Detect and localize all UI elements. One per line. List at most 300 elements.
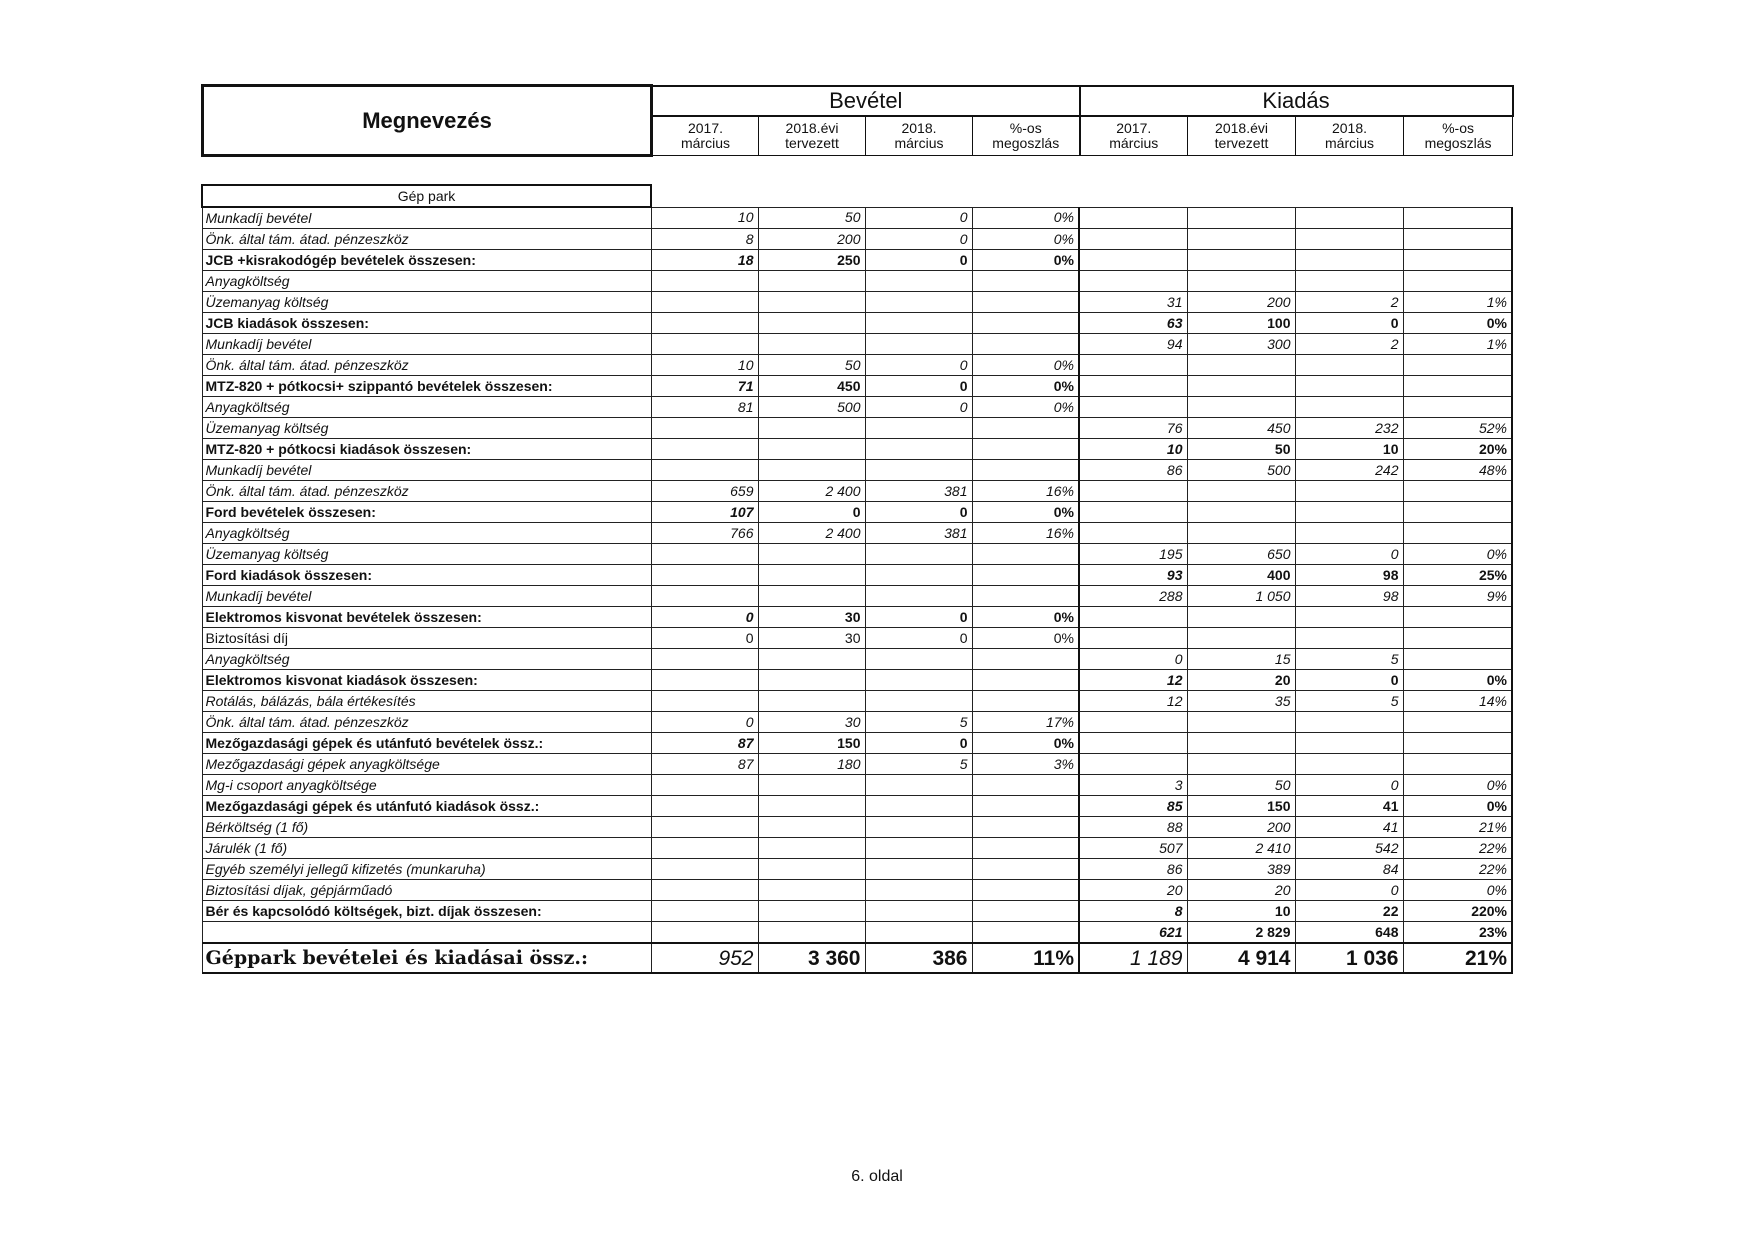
bevetel-cell bbox=[651, 880, 758, 901]
kiadas-cell bbox=[1295, 376, 1403, 397]
kiadas-cell: 1 050 bbox=[1187, 586, 1295, 607]
bevetel-cell: 0% bbox=[972, 355, 1079, 376]
table-row bbox=[202, 859, 1512, 880]
bevetel-cell bbox=[865, 922, 972, 944]
bevetel-cell: 50 bbox=[758, 207, 865, 229]
kiadas-cell: 0% bbox=[1403, 544, 1512, 565]
bevetel-cell: 386 bbox=[865, 943, 972, 973]
bevetel-cell bbox=[865, 586, 972, 607]
bevetel-cell: 659 bbox=[651, 481, 758, 502]
bevetel-cell bbox=[865, 796, 972, 817]
kiadas-cell: 14% bbox=[1403, 691, 1512, 712]
column-header-4 bbox=[1080, 116, 1188, 156]
bevetel-cell: 952 bbox=[651, 943, 758, 973]
bevetel-cell bbox=[865, 670, 972, 691]
kiadas-cell bbox=[1403, 649, 1512, 670]
column-header-line1: 2018.évi bbox=[785, 119, 839, 136]
kiadas-cell bbox=[1295, 397, 1403, 418]
bevetel-cell bbox=[758, 292, 865, 313]
bevetel-cell bbox=[651, 334, 758, 355]
row-label: JCB +kisrakodógép bevételek összesen: bbox=[202, 250, 651, 271]
kiadas-cell: 20 bbox=[1187, 670, 1295, 691]
kiadas-cell: 500 bbox=[1187, 460, 1295, 481]
kiadas-cell bbox=[1187, 271, 1295, 292]
kiadas-cell bbox=[1079, 250, 1187, 271]
bevetel-cell bbox=[865, 313, 972, 334]
kiadas-cell: 12 bbox=[1079, 691, 1187, 712]
table-row bbox=[202, 250, 1512, 271]
row-label: Mezőgazdasági gépek és utánfutó bevételek össz.: bbox=[202, 733, 651, 754]
kiadas-cell bbox=[1187, 376, 1295, 397]
bevetel-cell bbox=[651, 775, 758, 796]
column-header-line2: március bbox=[1109, 134, 1159, 151]
row-label: Elektromos kisvonat kiadások összesen: bbox=[202, 670, 651, 691]
row-label: Anyagköltség bbox=[202, 523, 651, 544]
bevetel-cell bbox=[972, 691, 1079, 712]
kiadas-cell bbox=[1079, 628, 1187, 649]
bevetel-cell: 0 bbox=[865, 207, 972, 229]
table-row bbox=[202, 313, 1512, 334]
column-header-line1: 2018. bbox=[901, 119, 937, 136]
bevetel-cell: 0 bbox=[865, 355, 972, 376]
page-number: 6. oldal bbox=[851, 1168, 903, 1185]
column-header-line1: 2017. bbox=[1116, 119, 1152, 136]
bevetel-cell bbox=[758, 796, 865, 817]
bevetel-cell: 0% bbox=[972, 607, 1079, 628]
table-row bbox=[202, 502, 1512, 523]
table-row bbox=[202, 754, 1512, 775]
bevetel-cell: 0% bbox=[972, 733, 1079, 754]
row-label: Önk. által tám. átad. pénzeszköz bbox=[202, 355, 651, 376]
kiadas-cell bbox=[1295, 712, 1403, 733]
kiadas-cell: 507 bbox=[1079, 838, 1187, 859]
kiadas-cell bbox=[1187, 628, 1295, 649]
bevetel-cell: 450 bbox=[758, 376, 865, 397]
kiadas-cell: 20% bbox=[1403, 439, 1512, 460]
kiadas-cell: 450 bbox=[1187, 418, 1295, 439]
bevetel-cell: 500 bbox=[758, 397, 865, 418]
column-header-line1: 2018.évi bbox=[1215, 119, 1268, 136]
kiadas-cell bbox=[1079, 355, 1187, 376]
kiadas-cell bbox=[1403, 250, 1512, 271]
bevetel-cell: 766 bbox=[651, 523, 758, 544]
kiadas-cell bbox=[1079, 271, 1187, 292]
bevetel-cell bbox=[651, 586, 758, 607]
bevetel-cell: 0% bbox=[972, 250, 1079, 271]
kiadas-cell: 52% bbox=[1403, 418, 1512, 439]
kiadas-cell bbox=[1403, 481, 1512, 502]
row-label: Munkadíj bevétel bbox=[202, 334, 651, 355]
bevetel-cell: 0% bbox=[972, 628, 1079, 649]
kiadas-cell bbox=[1187, 733, 1295, 754]
bevetel-cell bbox=[758, 271, 865, 292]
bevetel-cell bbox=[972, 901, 1079, 922]
bevetel-cell bbox=[865, 439, 972, 460]
row-label: Üzemanyag költség bbox=[202, 292, 651, 313]
kiadas-cell: 150 bbox=[1187, 796, 1295, 817]
bevetel-cell bbox=[865, 544, 972, 565]
table-row bbox=[202, 229, 1512, 250]
table-row bbox=[202, 481, 1512, 502]
megnevezes-header: Megnevezés bbox=[203, 86, 652, 156]
column-header-7 bbox=[1404, 116, 1513, 156]
kiadas-cell: 21% bbox=[1403, 943, 1512, 973]
bevetel-cell bbox=[758, 586, 865, 607]
kiadas-cell: 5 bbox=[1295, 649, 1403, 670]
bevetel-cell: 0 bbox=[651, 628, 758, 649]
bevetel-cell: 30 bbox=[758, 607, 865, 628]
bevetel-cell bbox=[651, 271, 758, 292]
bevetel-cell bbox=[758, 901, 865, 922]
row-label: Ford bevételek összesen: bbox=[202, 502, 651, 523]
bevetel-cell: 0% bbox=[972, 502, 1079, 523]
bevetel-cell bbox=[865, 649, 972, 670]
bevetel-cell: 250 bbox=[758, 250, 865, 271]
kiadas-cell bbox=[1403, 229, 1512, 250]
kiadas-cell: 242 bbox=[1295, 460, 1403, 481]
bevetel-cell bbox=[651, 901, 758, 922]
bevetel-cell: 0% bbox=[972, 397, 1079, 418]
bevetel-cell: 0 bbox=[758, 502, 865, 523]
row-label: Mezőgazdasági gépek és utánfutó kiadások össz.: bbox=[202, 796, 651, 817]
bevetel-cell bbox=[758, 670, 865, 691]
kiadas-cell: 86 bbox=[1079, 859, 1187, 880]
table-row bbox=[202, 565, 1512, 586]
row-label: Anyagköltség bbox=[202, 649, 651, 670]
bevetel-cell: 0 bbox=[865, 397, 972, 418]
kiadas-cell: 200 bbox=[1187, 292, 1295, 313]
bevetel-cell bbox=[972, 670, 1079, 691]
table-row bbox=[202, 649, 1512, 670]
kiadas-cell bbox=[1403, 376, 1512, 397]
bevetel-cell: 8 bbox=[651, 229, 758, 250]
kiadas-cell: 100 bbox=[1187, 313, 1295, 334]
kiadas-cell bbox=[1295, 523, 1403, 544]
row-label: Járulék (1 fő) bbox=[202, 838, 651, 859]
kiadas-cell bbox=[1403, 397, 1512, 418]
bevetel-cell bbox=[865, 691, 972, 712]
bevetel-cell: 5 bbox=[865, 754, 972, 775]
table-row bbox=[202, 628, 1512, 649]
row-label: Mg-i csoport anyagköltsége bbox=[202, 775, 651, 796]
kiadas-cell: 98 bbox=[1295, 586, 1403, 607]
bevetel-cell bbox=[972, 838, 1079, 859]
row-label: Mezőgazdasági gépek anyagköltsége bbox=[202, 754, 651, 775]
row-label: Üzemanyag költség bbox=[202, 418, 651, 439]
column-header-line2: március bbox=[894, 134, 944, 151]
bevetel-cell bbox=[651, 859, 758, 880]
kiadas-cell: 22% bbox=[1403, 859, 1512, 880]
table-row bbox=[202, 418, 1512, 439]
kiadas-cell: 3 bbox=[1079, 775, 1187, 796]
kiadas-cell bbox=[1187, 481, 1295, 502]
bevetel-cell: 71 bbox=[651, 376, 758, 397]
kiadas-cell: 10 bbox=[1295, 439, 1403, 460]
kiadas-cell bbox=[1295, 271, 1403, 292]
kiadas-cell bbox=[1187, 397, 1295, 418]
kiadas-cell bbox=[1079, 502, 1187, 523]
column-header-2 bbox=[866, 116, 973, 156]
table-row bbox=[202, 670, 1512, 691]
kiadas-cell: 2 829 bbox=[1187, 922, 1295, 944]
kiadas-cell: 0% bbox=[1403, 670, 1512, 691]
bevetel-cell bbox=[758, 565, 865, 586]
row-label: Munkadíj bevétel bbox=[202, 460, 651, 481]
kiadas-cell: 25% bbox=[1403, 565, 1512, 586]
bevetel-cell: 0 bbox=[865, 250, 972, 271]
kiadas-cell: 0 bbox=[1295, 670, 1403, 691]
kiadas-cell: 93 bbox=[1079, 565, 1187, 586]
bevetel-cell bbox=[758, 334, 865, 355]
kiadas-cell bbox=[1079, 754, 1187, 775]
bevetel-cell: 180 bbox=[758, 754, 865, 775]
bevetel-cell bbox=[865, 880, 972, 901]
bevetel-cell: 30 bbox=[758, 712, 865, 733]
kiadas-cell bbox=[1295, 481, 1403, 502]
bevetel-cell: 0% bbox=[972, 229, 1079, 250]
bevetel-cell: 2 400 bbox=[758, 523, 865, 544]
kiadas-cell bbox=[1403, 271, 1512, 292]
bevetel-cell bbox=[758, 838, 865, 859]
bevetel-cell bbox=[651, 796, 758, 817]
table-row bbox=[202, 334, 1512, 355]
kiadas-cell bbox=[1295, 502, 1403, 523]
kiadas-cell: 1% bbox=[1403, 292, 1512, 313]
kiadas-cell: 0% bbox=[1403, 796, 1512, 817]
kiadas-cell: 22 bbox=[1295, 901, 1403, 922]
kiadas-cell: 0% bbox=[1403, 313, 1512, 334]
row-label: Egyéb személyi jellegű kifizetés (munkaruha) bbox=[202, 859, 651, 880]
row-label: Rotálás, bálázás, bála értékesítés bbox=[202, 691, 651, 712]
table-row bbox=[202, 439, 1512, 460]
bevetel-cell: 87 bbox=[651, 733, 758, 754]
kiadas-cell: 20 bbox=[1079, 880, 1187, 901]
kiadas-cell: 4 914 bbox=[1187, 943, 1295, 973]
kiadas-cell bbox=[1403, 607, 1512, 628]
bevetel-cell: 0 bbox=[865, 229, 972, 250]
bevetel-cell: 107 bbox=[651, 502, 758, 523]
kiadas-cell: 22% bbox=[1403, 838, 1512, 859]
column-header-line1: 2018. bbox=[1331, 119, 1368, 136]
table-row bbox=[202, 922, 1512, 944]
bevetel-cell: 381 bbox=[865, 481, 972, 502]
kiadas-cell bbox=[1403, 733, 1512, 754]
table-row bbox=[202, 207, 1512, 229]
kiadas-cell: 86 bbox=[1079, 460, 1187, 481]
bevetel-cell: 0 bbox=[865, 733, 972, 754]
row-label: Biztosítási díjak, gépjárműadó bbox=[202, 880, 651, 901]
kiadas-cell: 389 bbox=[1187, 859, 1295, 880]
table-row bbox=[202, 733, 1512, 754]
table-row bbox=[202, 544, 1512, 565]
row-label: Biztosítási díj bbox=[202, 628, 651, 649]
bevetel-cell bbox=[758, 859, 865, 880]
bevetel-cell bbox=[651, 922, 758, 944]
bevetel-cell bbox=[972, 586, 1079, 607]
kiadas-cell: 195 bbox=[1079, 544, 1187, 565]
kiadas-cell bbox=[1295, 250, 1403, 271]
column-header-line2: tervezett bbox=[785, 134, 839, 151]
section-title: Gép park bbox=[202, 185, 651, 207]
kiadas-cell: 31 bbox=[1079, 292, 1187, 313]
kiadas-cell bbox=[1187, 607, 1295, 628]
column-header-1 bbox=[759, 116, 866, 156]
bevetel-cell: 200 bbox=[758, 229, 865, 250]
kiadas-cell: 85 bbox=[1079, 796, 1187, 817]
kiadas-cell bbox=[1295, 733, 1403, 754]
bevetel-cell: 0 bbox=[865, 628, 972, 649]
row-label: Bérköltség (1 fő) bbox=[202, 817, 651, 838]
bevetel-cell: 30 bbox=[758, 628, 865, 649]
kiadas-cell bbox=[1187, 207, 1295, 229]
kiadas-cell: 0 bbox=[1295, 775, 1403, 796]
kiadas-cell: 88 bbox=[1079, 817, 1187, 838]
row-label: Üzemanyag költség bbox=[202, 544, 651, 565]
kiadas-cell: 48% bbox=[1403, 460, 1512, 481]
kiadas-cell bbox=[1079, 376, 1187, 397]
kiadas-cell: 50 bbox=[1187, 439, 1295, 460]
bevetel-cell bbox=[972, 271, 1079, 292]
bevetel-header: Bevétel bbox=[652, 86, 1080, 116]
kiadas-cell: 1 036 bbox=[1295, 943, 1403, 973]
bevetel-cell: 0 bbox=[651, 712, 758, 733]
row-label: JCB kiadások összesen: bbox=[202, 313, 651, 334]
bevetel-cell bbox=[865, 334, 972, 355]
kiadas-cell: 41 bbox=[1295, 796, 1403, 817]
row-label: Munkadíj bevétel bbox=[202, 586, 651, 607]
bevetel-cell: 0 bbox=[651, 607, 758, 628]
kiadas-cell: 288 bbox=[1079, 586, 1187, 607]
table-row bbox=[202, 460, 1512, 481]
kiadas-cell bbox=[1079, 733, 1187, 754]
table-row bbox=[202, 397, 1512, 418]
column-header bbox=[201, 84, 1514, 157]
row-label: MTZ-820 + pótkocsi kiadások összesen: bbox=[202, 439, 651, 460]
column-header-6 bbox=[1296, 116, 1404, 156]
kiadas-cell: 35 bbox=[1187, 691, 1295, 712]
kiadas-cell: 76 bbox=[1079, 418, 1187, 439]
kiadas-cell bbox=[1403, 355, 1512, 376]
bevetel-cell bbox=[865, 817, 972, 838]
kiadas-cell: 648 bbox=[1295, 922, 1403, 944]
column-header-line2: megoszlás bbox=[1424, 134, 1492, 151]
kiadas-cell bbox=[1187, 754, 1295, 775]
kiadas-cell: 220% bbox=[1403, 901, 1512, 922]
bevetel-cell bbox=[972, 565, 1079, 586]
bevetel-cell: 11% bbox=[972, 943, 1079, 973]
kiadas-cell: 15 bbox=[1187, 649, 1295, 670]
row-label: Elektromos kisvonat bevételek összesen: bbox=[202, 607, 651, 628]
kiadas-cell bbox=[1295, 207, 1403, 229]
kiadas-cell: 2 bbox=[1295, 292, 1403, 313]
bevetel-cell bbox=[758, 418, 865, 439]
kiadas-cell: 400 bbox=[1187, 565, 1295, 586]
bevetel-cell bbox=[651, 418, 758, 439]
kiadas-cell bbox=[1079, 481, 1187, 502]
bevetel-cell bbox=[865, 565, 972, 586]
table-row bbox=[202, 376, 1512, 397]
bevetel-cell bbox=[865, 901, 972, 922]
kiadas-cell: 23% bbox=[1403, 922, 1512, 944]
row-label: MTZ-820 + pótkocsi+ szippantó bevételek összesen: bbox=[202, 376, 651, 397]
bevetel-cell: 2 400 bbox=[758, 481, 865, 502]
bevetel-cell: 0 bbox=[865, 376, 972, 397]
kiadas-cell: 300 bbox=[1187, 334, 1295, 355]
bevetel-cell bbox=[972, 649, 1079, 670]
bevetel-cell: 10 bbox=[651, 355, 758, 376]
table-row bbox=[202, 607, 1512, 628]
bevetel-cell: 150 bbox=[758, 733, 865, 754]
row-label: Önk. által tám. átad. pénzeszköz bbox=[202, 229, 651, 250]
table-row bbox=[202, 838, 1512, 859]
column-header-line2: március bbox=[1325, 134, 1375, 151]
table-row bbox=[202, 943, 1512, 973]
row-label: Ford kiadások összesen: bbox=[202, 565, 651, 586]
kiadas-cell bbox=[1079, 523, 1187, 544]
bevetel-cell bbox=[651, 292, 758, 313]
kiadas-cell bbox=[1403, 502, 1512, 523]
kiadas-cell: 2 410 bbox=[1187, 838, 1295, 859]
kiadas-cell bbox=[1403, 712, 1512, 733]
kiadas-cell bbox=[1079, 712, 1187, 733]
bevetel-cell: 0 bbox=[865, 502, 972, 523]
kiadas-cell bbox=[1079, 607, 1187, 628]
bevetel-cell: 5 bbox=[865, 712, 972, 733]
kiadas-cell: 98 bbox=[1295, 565, 1403, 586]
column-header-3 bbox=[973, 116, 1080, 156]
kiadas-cell: 0 bbox=[1079, 649, 1187, 670]
column-header-line2: tervezett bbox=[1214, 134, 1269, 151]
kiadas-cell: 84 bbox=[1295, 859, 1403, 880]
bevetel-cell bbox=[651, 460, 758, 481]
bevetel-cell: 16% bbox=[972, 523, 1079, 544]
bevetel-cell bbox=[651, 838, 758, 859]
bevetel-cell bbox=[758, 649, 865, 670]
row-label: Munkadíj bevétel bbox=[202, 207, 651, 229]
table-row bbox=[202, 880, 1512, 901]
kiadas-cell: 8 bbox=[1079, 901, 1187, 922]
bevetel-cell bbox=[865, 775, 972, 796]
row-label: Anyagköltség bbox=[202, 271, 651, 292]
bevetel-cell bbox=[758, 460, 865, 481]
bevetel-cell bbox=[972, 439, 1079, 460]
table-row bbox=[202, 712, 1512, 733]
kiadas-cell: 621 bbox=[1079, 922, 1187, 944]
kiadas-cell: 2 bbox=[1295, 334, 1403, 355]
kiadas-cell bbox=[1187, 502, 1295, 523]
bevetel-cell bbox=[651, 691, 758, 712]
bevetel-cell bbox=[651, 670, 758, 691]
kiadas-cell: 10 bbox=[1187, 901, 1295, 922]
kiadas-cell bbox=[1403, 207, 1512, 229]
table-row bbox=[202, 292, 1512, 313]
bevetel-cell bbox=[758, 775, 865, 796]
kiadas-cell: 200 bbox=[1187, 817, 1295, 838]
bevetel-cell: 3 360 bbox=[758, 943, 865, 973]
bevetel-cell bbox=[865, 418, 972, 439]
kiadas-cell: 1% bbox=[1403, 334, 1512, 355]
kiadas-cell bbox=[1295, 607, 1403, 628]
bevetel-cell bbox=[972, 796, 1079, 817]
kiadas-cell: 5 bbox=[1295, 691, 1403, 712]
kiadas-cell bbox=[1295, 229, 1403, 250]
column-header-line2: március bbox=[680, 134, 730, 151]
bevetel-cell bbox=[865, 859, 972, 880]
bevetel-cell bbox=[758, 922, 865, 944]
bevetel-cell bbox=[758, 691, 865, 712]
kiadas-cell bbox=[1079, 229, 1187, 250]
kiadas-cell bbox=[1295, 355, 1403, 376]
